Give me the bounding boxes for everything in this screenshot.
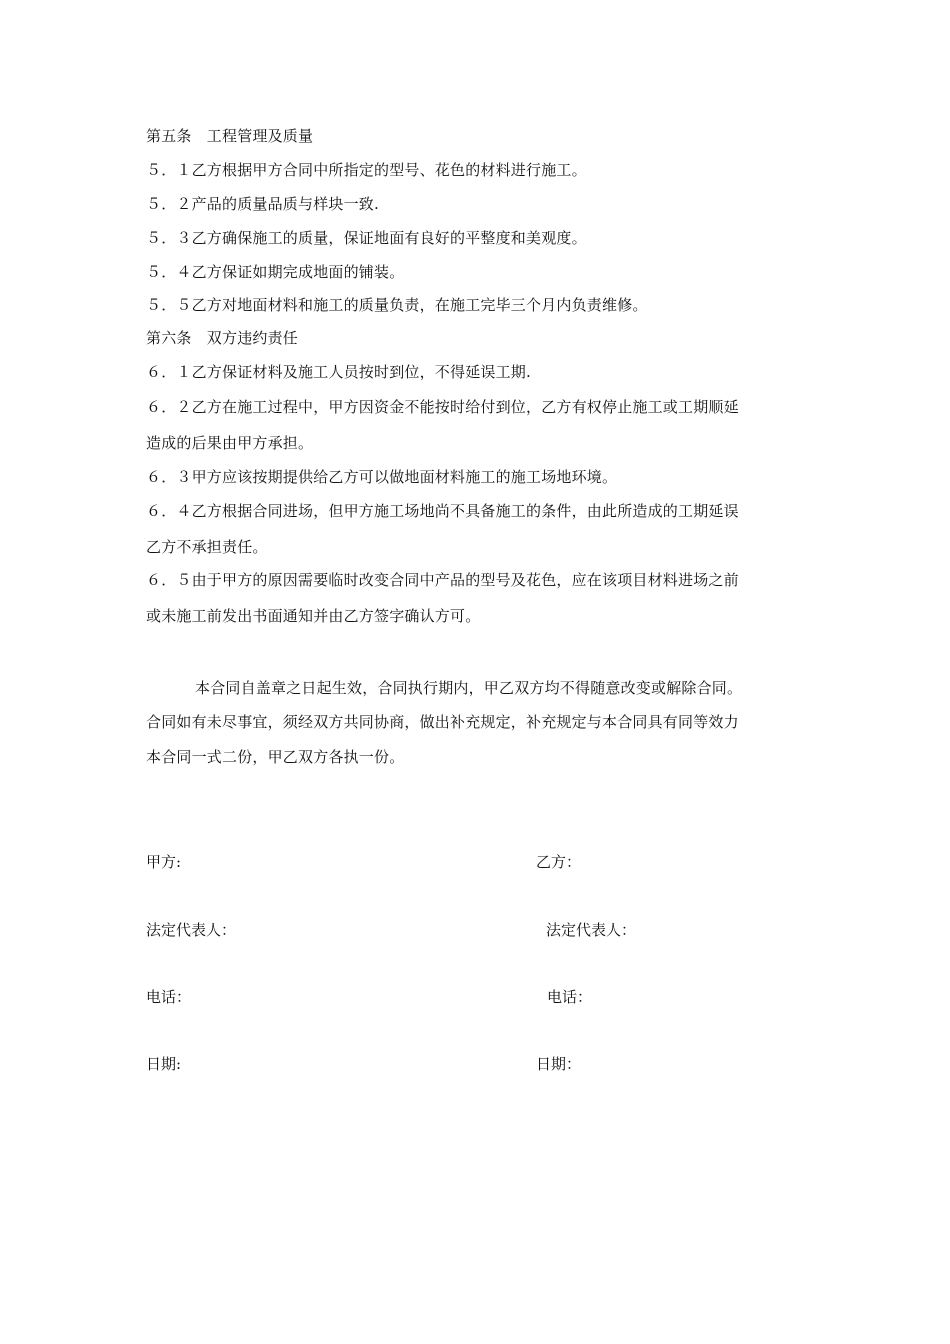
party-b-representative-label: 法定代表人： [546, 921, 637, 939]
article6-line: 造成的后果由甲方承担。 [146, 434, 314, 452]
closing-line: 合同如有未尽事宜，须经双方共同协商，做出补充规定，补充规定与本合同具有同等效力 [146, 713, 739, 731]
article6-heading: 第六条 双方违约责任 [146, 329, 299, 347]
closing-line: 本合同一式二份，甲乙双方各执一份。 [146, 748, 405, 766]
article6-line: ６．４乙方根据合同进场，但甲方施工场地尚不具备施工的条件，由此所造成的工期延误 [146, 502, 739, 520]
article5-heading: 第五条 工程管理及质量 [146, 127, 314, 145]
article5-item: ５．２产品的质量品质与样块一致. [146, 195, 379, 213]
article6-line: ６．５由于甲方的原因需要临时改变合同中产品的型号及花色，应在该项目材料进场之前 [146, 571, 739, 589]
article5-item: ５．４乙方保证如期完成地面的铺装。 [146, 263, 405, 281]
article6-line: 乙方不承担责任。 [146, 538, 268, 556]
party-b-label: 乙方： [536, 853, 582, 871]
article6-line: ６．２乙方在施工过程中，甲方因资金不能按时给付到位，乙方有权停止施工或工期顺延 [146, 398, 739, 416]
party-b-date-label: 日期： [536, 1055, 582, 1073]
article6-line: ６．１乙方保证材料及施工人员按时到位，不得延误工期. [146, 363, 531, 381]
article6-line: 或未施工前发出书面通知并由乙方签字确认方可。 [146, 607, 481, 625]
article5-item: ５．３乙方确保施工的质量，保证地面有良好的平整度和美观度。 [146, 229, 587, 247]
article5-item: ５．５乙方对地面材料和施工的质量负责，在施工完毕三个月内负责维修。 [146, 296, 648, 314]
party-a-phone-label: 电话： [146, 988, 192, 1006]
article5-item: ５．１乙方根据甲方合同中所指定的型号、花色的材料进行施工。 [146, 161, 587, 179]
party-b-phone-label: 电话： [547, 988, 593, 1006]
party-a-date-label: 日期: [146, 1055, 182, 1073]
article6-line: ６．３甲方应该按期提供给乙方可以做地面材料施工的施工场地环境。 [146, 468, 618, 486]
party-a-representative-label: 法定代表人： [146, 921, 237, 939]
party-a-label: 甲方: [146, 853, 182, 871]
closing-line: 本合同自盖章之日起生效，合同执行期内，甲乙双方均不得随意改变或解除合同。 [195, 679, 743, 697]
